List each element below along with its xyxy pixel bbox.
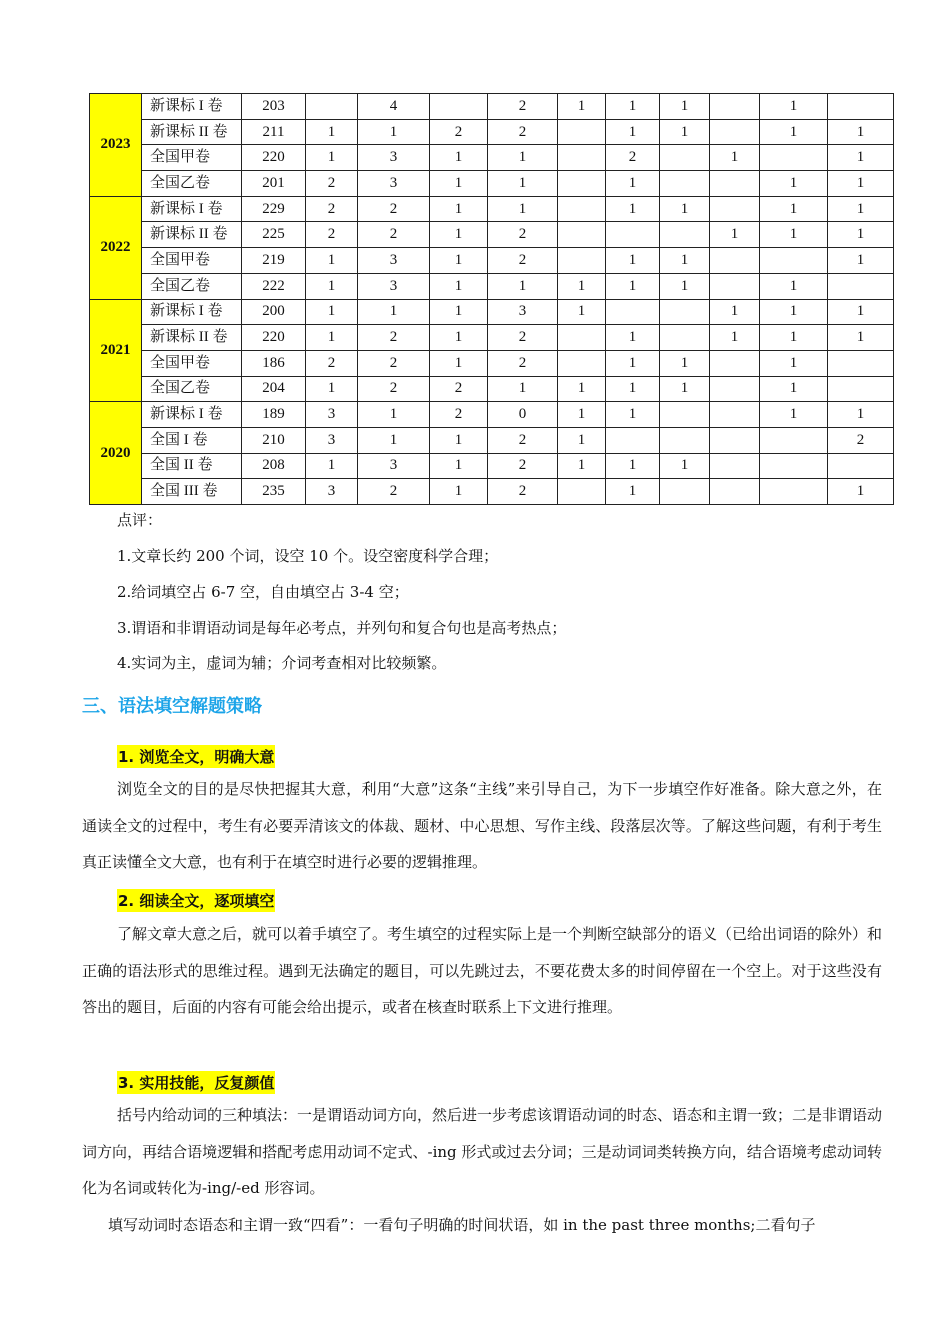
year-cell: 2023: [90, 94, 142, 197]
count-cell: 1: [558, 402, 606, 428]
count-cell: 1: [606, 376, 660, 402]
comment-point: 2.给词填空占 6-7 空，自由填空占 3-4 空；: [117, 583, 409, 601]
count-cell: [660, 222, 710, 248]
count-cell: 1: [760, 350, 828, 376]
table-row: [90, 376, 894, 402]
count-cell: 2: [488, 325, 558, 351]
strategy-heading: 3. 实用技能，反复颜值: [117, 1071, 275, 1094]
strategy-paragraph: 了解文章大意之后，就可以着手填空了。考生填空的过程实际上是一个判断空缺部分的语义（已给出词语的除外）和正确的语法形式的思维过程。遇到无法确定的题目，可以先跳过去，不要花费太多的时间停留在一个空上。对于这些没有答出的题目，后面的内容有可能会给出提示，或者在核查时联系上下文进行推理。: [82, 925, 883, 1016]
word-count-cell: 208: [242, 453, 306, 479]
count-cell: 2: [358, 196, 430, 222]
count-cell: [660, 479, 710, 505]
count-cell: 2: [828, 427, 894, 453]
paper-name-cell: 全国乙卷: [142, 171, 242, 197]
paper-name-cell: 全国甲卷: [142, 248, 242, 274]
count-cell: 1: [660, 453, 710, 479]
table-row: [90, 119, 894, 145]
count-cell: [558, 479, 606, 505]
count-cell: 2: [306, 171, 358, 197]
paper-name-cell: 新课标 II 卷: [142, 222, 242, 248]
count-cell: 1: [760, 196, 828, 222]
count-cell: 1: [660, 273, 710, 299]
comment-point: 1.文章长约 200 个词，设空 10 个。设空密度科学合理；: [117, 547, 499, 565]
count-cell: 1: [430, 479, 488, 505]
count-cell: 1: [558, 376, 606, 402]
count-cell: 3: [358, 453, 430, 479]
count-cell: 2: [306, 350, 358, 376]
count-cell: 2: [488, 119, 558, 145]
count-cell: [710, 376, 760, 402]
count-cell: 1: [306, 376, 358, 402]
count-cell: 2: [358, 350, 430, 376]
count-cell: [760, 145, 828, 171]
table-row: [90, 145, 894, 171]
count-cell: 3: [306, 402, 358, 428]
count-cell: 1: [488, 145, 558, 171]
count-cell: 1: [606, 350, 660, 376]
word-count-cell: 211: [242, 119, 306, 145]
count-cell: 1: [430, 273, 488, 299]
paper-name-cell: 新课标 II 卷: [142, 119, 242, 145]
count-cell: [710, 248, 760, 274]
count-cell: 1: [760, 299, 828, 325]
paper-name-cell: 全国 I 卷: [142, 427, 242, 453]
count-cell: [828, 350, 894, 376]
count-cell: 1: [430, 171, 488, 197]
word-count-cell: 225: [242, 222, 306, 248]
count-cell: [660, 171, 710, 197]
count-cell: [710, 171, 760, 197]
table-row: [90, 94, 894, 120]
count-cell: 1: [606, 196, 660, 222]
count-cell: 1: [306, 273, 358, 299]
count-cell: 2: [488, 453, 558, 479]
count-cell: 1: [828, 222, 894, 248]
count-cell: 2: [488, 427, 558, 453]
count-cell: 3: [306, 427, 358, 453]
count-cell: 1: [306, 119, 358, 145]
table-row: [90, 350, 894, 376]
comment-point: 3.谓语和非谓语动词是每年必考点，并列句和复合句也是高考热点；: [117, 619, 567, 637]
table-row: [90, 196, 894, 222]
count-cell: 1: [430, 325, 488, 351]
strategy-paragraph: 浏览全文的目的是尽快把握其大意，利用“大意”这条“主线”来引导自己，为下一步填空作好准备。除大意之外，在通读全文的过程中，考生有必要弄清该文的体裁、题材、中心思想、写作主线、段落层次等。了解这些问题，有利于考生真正读懂全文大意，也有利于在填空时进行必要的逻辑推理。: [82, 780, 882, 871]
count-cell: 1: [606, 402, 660, 428]
paper-name-cell: 新课标 I 卷: [142, 299, 242, 325]
count-cell: 1: [558, 273, 606, 299]
paper-name-cell: 全国甲卷: [142, 145, 242, 171]
count-cell: 1: [760, 273, 828, 299]
section-title: 三、语法填空解题策略: [82, 696, 262, 717]
count-cell: 1: [710, 325, 760, 351]
count-cell: 2: [306, 196, 358, 222]
table-row: [90, 479, 894, 505]
count-cell: 1: [558, 453, 606, 479]
count-cell: 1: [306, 453, 358, 479]
word-count-cell: 210: [242, 427, 306, 453]
count-cell: 2: [488, 94, 558, 120]
count-cell: 2: [358, 479, 430, 505]
count-cell: 3: [358, 248, 430, 274]
paper-name-cell: 新课标 I 卷: [142, 402, 242, 428]
count-cell: [710, 402, 760, 428]
count-cell: [558, 222, 606, 248]
count-cell: 2: [358, 376, 430, 402]
count-cell: 1: [828, 402, 894, 428]
verb-tense-paragraph: 填写动词时态语态和主谓一致“四看”：一看句子明确的时间状语，如 in the past three months;二看句子: [108, 1216, 816, 1234]
paper-name-cell: 全国甲卷: [142, 350, 242, 376]
count-cell: 1: [660, 94, 710, 120]
word-count-cell: 222: [242, 273, 306, 299]
year-cell: 2022: [90, 196, 142, 299]
paper-name-cell: 新课标 I 卷: [142, 94, 242, 120]
exam-statistics-table: [89, 93, 894, 505]
count-cell: 2: [606, 145, 660, 171]
count-cell: 2: [430, 376, 488, 402]
word-count-cell: 219: [242, 248, 306, 274]
count-cell: [710, 273, 760, 299]
count-cell: 1: [430, 427, 488, 453]
table-row: [90, 325, 894, 351]
count-cell: 1: [558, 427, 606, 453]
count-cell: 1: [606, 325, 660, 351]
count-cell: 1: [828, 479, 894, 505]
count-cell: [828, 273, 894, 299]
count-cell: 1: [430, 145, 488, 171]
count-cell: 1: [828, 145, 894, 171]
count-cell: 1: [488, 196, 558, 222]
count-cell: 1: [488, 376, 558, 402]
count-cell: [660, 145, 710, 171]
count-cell: [558, 145, 606, 171]
word-count-cell: 203: [242, 94, 306, 120]
count-cell: 1: [358, 299, 430, 325]
count-cell: 3: [358, 145, 430, 171]
count-cell: [660, 299, 710, 325]
count-cell: 2: [306, 222, 358, 248]
count-cell: [710, 453, 760, 479]
year-cell: 2020: [90, 402, 142, 505]
count-cell: 1: [660, 248, 710, 274]
paper-name-cell: 全国 II 卷: [142, 453, 242, 479]
count-cell: 3: [358, 171, 430, 197]
strategy-heading: 2. 细读全文，逐项填空: [117, 889, 275, 912]
count-cell: 1: [660, 196, 710, 222]
count-cell: 2: [488, 222, 558, 248]
paper-name-cell: 新课标 II 卷: [142, 325, 242, 351]
count-cell: 2: [488, 248, 558, 274]
count-cell: 3: [488, 299, 558, 325]
count-cell: 1: [760, 119, 828, 145]
count-cell: [558, 248, 606, 274]
paper-name-cell: 新课标 I 卷: [142, 196, 242, 222]
count-cell: [760, 453, 828, 479]
count-cell: 2: [430, 119, 488, 145]
count-cell: 1: [558, 299, 606, 325]
count-cell: 1: [606, 171, 660, 197]
count-cell: 1: [430, 196, 488, 222]
count-cell: 1: [760, 222, 828, 248]
count-cell: [710, 350, 760, 376]
word-count-cell: 186: [242, 350, 306, 376]
count-cell: 1: [306, 145, 358, 171]
word-count-cell: 201: [242, 171, 306, 197]
count-cell: 1: [828, 299, 894, 325]
year-cell: 2021: [90, 299, 142, 402]
count-cell: [558, 171, 606, 197]
table-row: [90, 299, 894, 325]
count-cell: 1: [760, 171, 828, 197]
count-cell: 1: [430, 350, 488, 376]
count-cell: 2: [358, 325, 430, 351]
count-cell: 1: [430, 299, 488, 325]
word-count-cell: 200: [242, 299, 306, 325]
count-cell: 1: [358, 402, 430, 428]
count-cell: 1: [828, 325, 894, 351]
count-cell: 1: [710, 299, 760, 325]
count-cell: 1: [606, 273, 660, 299]
count-cell: [710, 479, 760, 505]
count-cell: 1: [358, 119, 430, 145]
count-cell: 1: [660, 350, 710, 376]
count-cell: 1: [558, 94, 606, 120]
table-body: [90, 94, 894, 505]
count-cell: 1: [430, 248, 488, 274]
count-cell: [430, 94, 488, 120]
count-cell: 2: [488, 350, 558, 376]
count-cell: 1: [306, 299, 358, 325]
table-row: [90, 453, 894, 479]
strategy-heading: 1. 浏览全文，明确大意: [117, 745, 275, 768]
count-cell: [660, 325, 710, 351]
count-cell: 1: [760, 94, 828, 120]
count-cell: 1: [760, 376, 828, 402]
count-cell: 1: [606, 119, 660, 145]
count-cell: 1: [358, 427, 430, 453]
count-cell: 0: [488, 402, 558, 428]
count-cell: 1: [606, 453, 660, 479]
count-cell: [710, 427, 760, 453]
paper-name-cell: 全国乙卷: [142, 273, 242, 299]
comment-label: 点评：: [117, 511, 163, 529]
count-cell: 1: [828, 171, 894, 197]
count-cell: 1: [306, 248, 358, 274]
count-cell: [828, 94, 894, 120]
table-row: [90, 427, 894, 453]
count-cell: 1: [828, 248, 894, 274]
count-cell: [710, 94, 760, 120]
table-row: [90, 248, 894, 274]
count-cell: [760, 479, 828, 505]
word-count-cell: 229: [242, 196, 306, 222]
paper-name-cell: 全国 III 卷: [142, 479, 242, 505]
count-cell: 1: [430, 222, 488, 248]
count-cell: [660, 427, 710, 453]
count-cell: 1: [760, 325, 828, 351]
count-cell: 2: [488, 479, 558, 505]
word-count-cell: 189: [242, 402, 306, 428]
count-cell: 1: [828, 119, 894, 145]
count-cell: [558, 119, 606, 145]
word-count-cell: 204: [242, 376, 306, 402]
count-cell: 1: [660, 119, 710, 145]
table-row: [90, 222, 894, 248]
count-cell: 3: [306, 479, 358, 505]
count-cell: 1: [710, 222, 760, 248]
count-cell: 1: [710, 145, 760, 171]
word-count-cell: 220: [242, 145, 306, 171]
count-cell: [660, 402, 710, 428]
count-cell: [606, 427, 660, 453]
word-count-cell: 220: [242, 325, 306, 351]
strategy-paragraph: 括号内给动词的三种填法：一是谓语动词方向，然后进一步考虑该谓语动词的时态、语态和主谓一致；二是非谓语动词方向，再结合语境逻辑和搭配考虑用动词不定式、-ing 形式或过去分词；三是动词词类转换方向，结合语境考虑动词转化为名词或转化为-ing/-ed 形容词。: [82, 1106, 883, 1197]
table-row: [90, 402, 894, 428]
paper-name-cell: 全国乙卷: [142, 376, 242, 402]
count-cell: [306, 94, 358, 120]
count-cell: 1: [606, 94, 660, 120]
count-cell: [710, 119, 760, 145]
count-cell: 1: [430, 453, 488, 479]
count-cell: 1: [606, 248, 660, 274]
count-cell: [558, 196, 606, 222]
count-cell: 1: [306, 325, 358, 351]
count-cell: 4: [358, 94, 430, 120]
comment-point: 4.实词为主，虚词为辅；介词考查相对比较频繁。: [117, 654, 447, 672]
count-cell: 1: [488, 273, 558, 299]
count-cell: 1: [606, 479, 660, 505]
count-cell: [558, 325, 606, 351]
count-cell: 1: [660, 376, 710, 402]
count-cell: [760, 248, 828, 274]
count-cell: 1: [760, 402, 828, 428]
word-count-cell: 235: [242, 479, 306, 505]
count-cell: 2: [430, 402, 488, 428]
count-cell: 1: [828, 196, 894, 222]
table-row: [90, 171, 894, 197]
count-cell: 1: [488, 171, 558, 197]
count-cell: [558, 350, 606, 376]
table-row: [90, 273, 894, 299]
count-cell: 3: [358, 273, 430, 299]
count-cell: [606, 222, 660, 248]
count-cell: [828, 453, 894, 479]
count-cell: [606, 299, 660, 325]
count-cell: [710, 196, 760, 222]
count-cell: [828, 376, 894, 402]
count-cell: [760, 427, 828, 453]
count-cell: 2: [358, 222, 430, 248]
